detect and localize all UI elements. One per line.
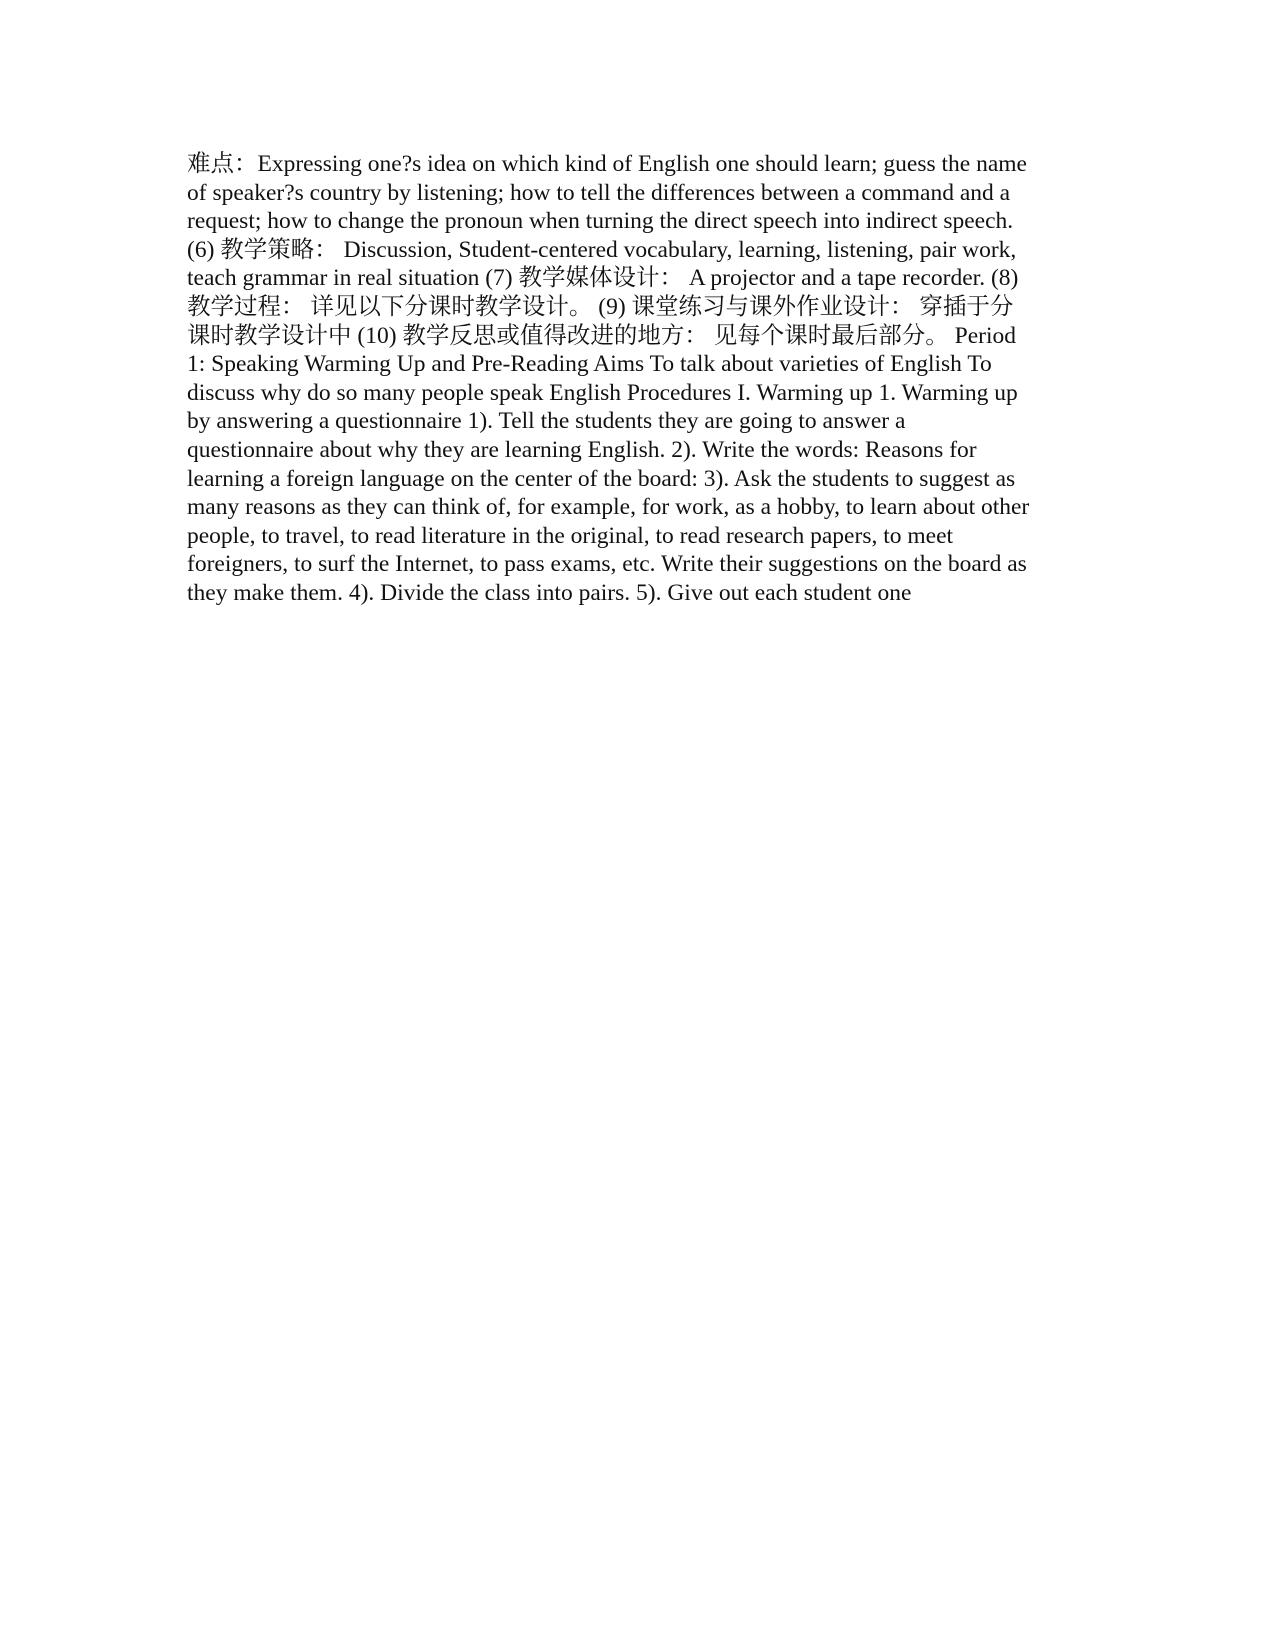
- text-line: they make them. 4). Divide the class into pairs. 5). Give out each student one: [187, 579, 912, 606]
- body-paragraph: [187, 150, 1087, 608]
- text-line: 难点：Expressing one?s idea on which kind of English one should learn; guess the name: [187, 151, 1027, 177]
- text-line: learning a foreign language on the center of the board: 3). Ask the students to suggest as: [187, 465, 1016, 492]
- text-line: request; how to change the pronoun when turning the direct speech into indirect speech.: [187, 208, 1014, 235]
- text-line: of speaker?s country by listening; how to tell the differences between a command and a: [187, 179, 1011, 206]
- text-line: teach grammar in real situation (7) 教学媒体设计： A projector and a tape recorder. (8): [187, 265, 1019, 292]
- text-line: questionnaire about why they are learning English. 2). Write the words: Reasons for: [187, 436, 977, 463]
- text-line: 课时教学设计中 (10) 教学反思或值得改进的地方： 见每个课时最后部分。 Period: [187, 322, 1017, 349]
- text-line: 教学过程： 详见以下分课时教学设计。 (9) 课堂练习与课外作业设计： 穿插于分: [187, 293, 1014, 320]
- text-line: foreigners, to surf the Internet, to pass exams, etc. Write their suggestions on the board as: [187, 551, 1027, 578]
- text-line: discuss why do so many people speak English Procedures I. Warming up 1. Warming up: [187, 379, 1018, 406]
- text-line: (6) 教学策略： Discussion, Student-centered vocabulary, learning, listening, pair work,: [187, 236, 1017, 263]
- text-line: people, to travel, to read literature in the original, to read research papers, to meet: [187, 522, 954, 549]
- text-line: many reasons as they can think of, for example, for work, as a hobby, to learn about other: [187, 494, 1030, 521]
- text-line: 1: Speaking Warming Up and Pre-Reading Aims To talk about varieties of English To: [187, 351, 992, 378]
- text-line: by answering a questionnaire 1). Tell the students they are going to answer a: [187, 408, 906, 435]
